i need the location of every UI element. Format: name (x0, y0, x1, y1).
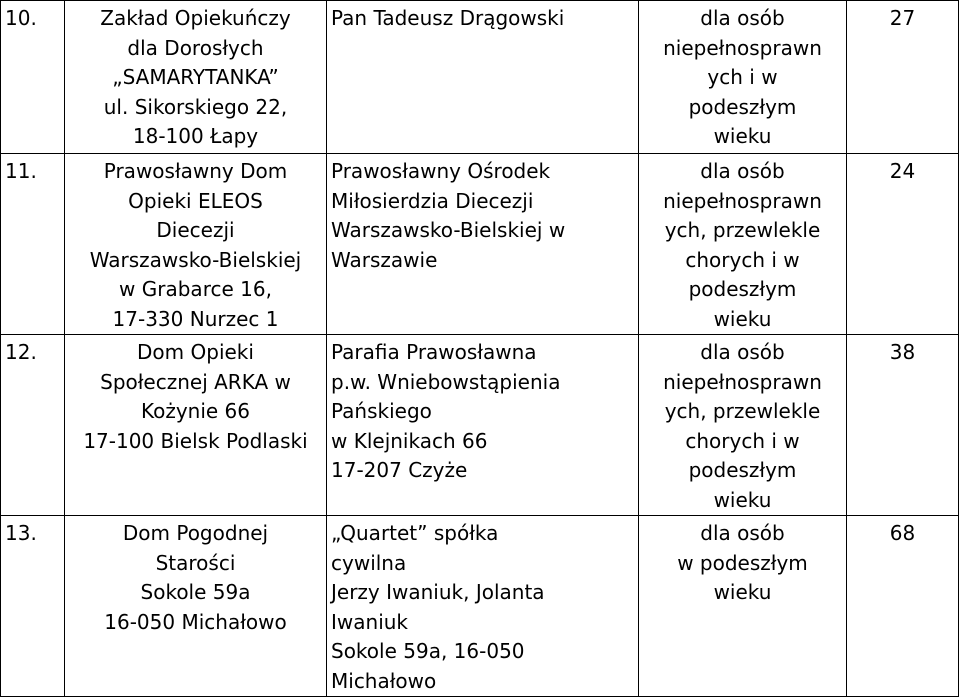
facility-places: 68 (847, 516, 959, 697)
facility-places: 27 (847, 1, 959, 154)
facility-name: Dom Pogodnej Starości Sokole 59a 16-050 Michałowo (65, 516, 327, 697)
facility-operator: Parafia Prawosławna p.w. Wniebowstąpienia Pańskiego w Klejnikach 66 17-207 Czyże (327, 335, 639, 516)
facility-places: 38 (847, 335, 959, 516)
facility-category: dla osób niepełnosprawn ych i w podeszłym wieku (639, 1, 847, 154)
facility-name: Prawosławny Dom Opieki ELEOS Diecezji Warszawsko-Bielskiej w Grabarce 16, 17-330 Nurzec 1 (65, 154, 327, 335)
row-number: 12. (1, 335, 65, 516)
table-row (1, 1, 959, 154)
facility-operator: Prawosławny Ośrodek Miłosierdzia Diecezji Warszawsko-Bielskiej w Warszawie (327, 154, 639, 335)
facility-name: Zakład Opiekuńczy dla Dorosłych „SAMARYTANKA” ul. Sikorskiego 22, 18-100 Łapy (65, 1, 327, 154)
facility-places: 24 (847, 154, 959, 335)
row-number: 13. (1, 516, 65, 697)
facility-operator: „Quartet” spółka cywilna Jerzy Iwaniuk, Jolanta Iwaniuk Sokole 59a, 16-050 Michałowo (327, 516, 639, 697)
facility-category: dla osób w podeszłym wieku (639, 516, 847, 697)
facility-name: Dom Opieki Społecznej ARKA w Kożynie 66 17-100 Bielsk Podlaski (65, 335, 327, 516)
row-number: 10. (1, 1, 65, 154)
facility-category: dla osób niepełnosprawn ych, przewlekle chorych i w podeszłym wieku (639, 154, 847, 335)
table-row (1, 154, 959, 335)
facility-operator: Pan Tadeusz Drągowski (327, 1, 639, 154)
facility-category: dla osób niepełnosprawn ych, przewlekle chorych i w podeszłym wieku (639, 335, 847, 516)
table-row (1, 335, 959, 516)
row-number: 11. (1, 154, 65, 335)
table-row (1, 516, 959, 697)
